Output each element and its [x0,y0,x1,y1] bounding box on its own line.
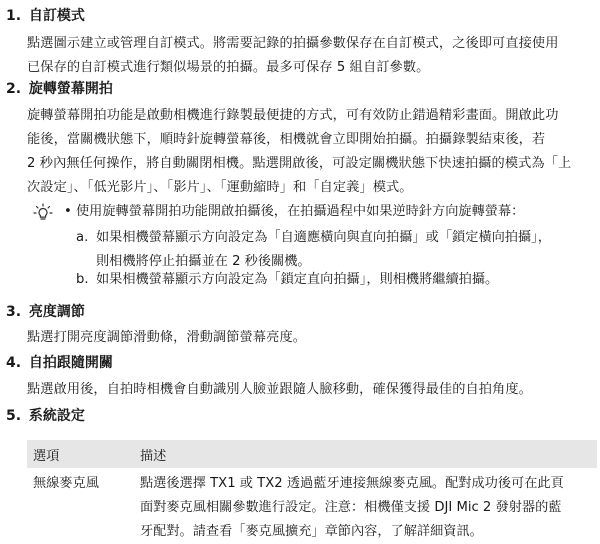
section-body-rotate-to-shoot: 旋轉螢幕開拍功能是啟動相機進行錄製最便捷的方式，可有效防止錯過精彩畫面。開啟此功 能後，當關機狀態下，順時針旋轉螢幕後，相機就會立即開始拍攝。拍攝錄製結束後，若 2 秒內無任何操作，將自動關閉相機。點選開啟後，可設定關機狀態下快速拍攝的模式為「上 次設定」、「低光影片」、「影片」、「運動縮時」和「自定義」模式。 [27,108,572,195]
section-title: 亮度調節 [28,304,85,320]
section-title: 自拍跟隨開關 [28,355,113,371]
tip-item-a: a. 如果相機螢幕顯示方向設定為「自適應橫向與直向拍攝」或「鎖定橫向拍攝」， 則相機將停止拍攝並在 2 秒後關機。 [76,230,551,269]
table-header-option: 選項 [33,449,60,464]
section-title: 系統設定 [28,408,85,424]
section-heading-system-settings: 5. 系統設定 [6,408,85,424]
section-body-selfie-follow: 點選啟用後，自拍時相機會自動識別人臉並跟隨人臉移動，確保獲得最佳的自拍角度。 [27,382,532,397]
tip-item-b: b. 如果相機螢幕顯示方向設定為「鎖定直向拍攝」，則相機將繼續拍攝。 [76,272,499,287]
tip-bullet: • 使用旋轉螢幕開拍功能開啟拍攝後，在拍攝過程中如果逆時針方向旋轉螢幕： [64,204,525,219]
table-header-description: 描述 [140,449,167,464]
section-heading-custom-mode: 1. 自訂模式 [6,8,85,24]
lightbulb-icon [33,203,53,223]
section-body-brightness: 點選打開亮度調節滑動條，滑動調節螢幕亮度。 [27,330,307,345]
section-heading-selfie-follow: 4. 自拍跟隨開關 [6,355,113,371]
table-cell-description: 點選後選擇 TX1 或 TX2 透過藍牙連接無線麥克風。配對成功後可在此頁 面對麥克風相關參數進行設定。注意：相機僅支援 DJI Mic 2 發射器的藍 牙配對。請查看「麥克風擴充」章節內容，了解詳細資訊。 [140,476,564,539]
section-heading-rotate-to-shoot: 2. 旋轉螢幕開拍 [6,81,113,97]
section-title: 自訂模式 [28,8,85,24]
table-cell-option: 無線麥克風 [33,476,99,491]
table-header [27,440,597,468]
section-heading-brightness: 3. 亮度調節 [6,304,85,320]
section-title: 旋轉螢幕開拍 [28,81,113,97]
settings-table [27,440,597,539]
section-body-custom-mode: 點選圖示建立或管理自訂模式。將需要記錄的拍攝參數保存在自訂模式，之後即可直接使用 已保存的自訂模式進行類似場景的拍攝。最多可保存 5 組自訂參數。 [27,36,559,75]
